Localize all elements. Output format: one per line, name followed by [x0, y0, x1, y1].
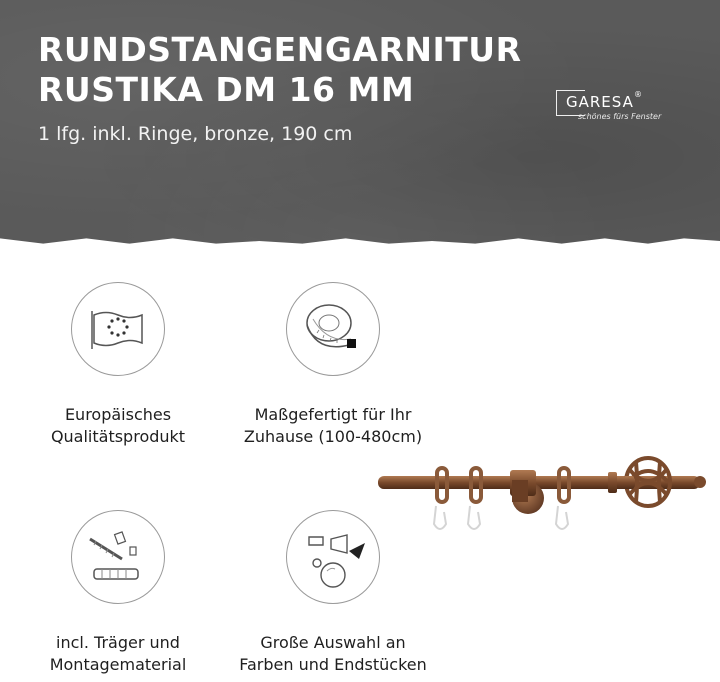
feature-european-quality	[18, 282, 218, 448]
logo-name: GARESA	[566, 93, 634, 111]
product-image-curtain-rod	[376, 420, 716, 550]
title-line-1: RUNDSTANGENGARNITUR	[38, 30, 522, 69]
feature-label: Europäisches Qualitätsprodukt	[50, 405, 186, 446]
feature-mounting-material	[18, 510, 218, 676]
feature-label: incl. Träger und Montagematerial	[49, 633, 187, 674]
title-line-2: RUSTIKA DM 16 MM	[38, 70, 415, 109]
logo-registered-mark: ®	[634, 90, 642, 99]
logo-tagline: schönes fürs Fenster	[578, 112, 662, 121]
garesa-logo	[556, 90, 666, 126]
screws-dowels-icon	[71, 510, 165, 604]
feature-label: Große Auswahl an Farben und Endstücken	[239, 633, 427, 674]
product-title	[38, 30, 522, 110]
feature-label: Maßgefertigt für Ihr Zuhause (100-480cm)	[243, 405, 423, 446]
product-subtitle: 1 lfg. inkl. Ringe, bronze, 190 cm	[38, 123, 353, 145]
eu-flag-icon	[71, 282, 165, 376]
finials-icon	[286, 510, 380, 604]
measuring-tape-icon	[286, 282, 380, 376]
